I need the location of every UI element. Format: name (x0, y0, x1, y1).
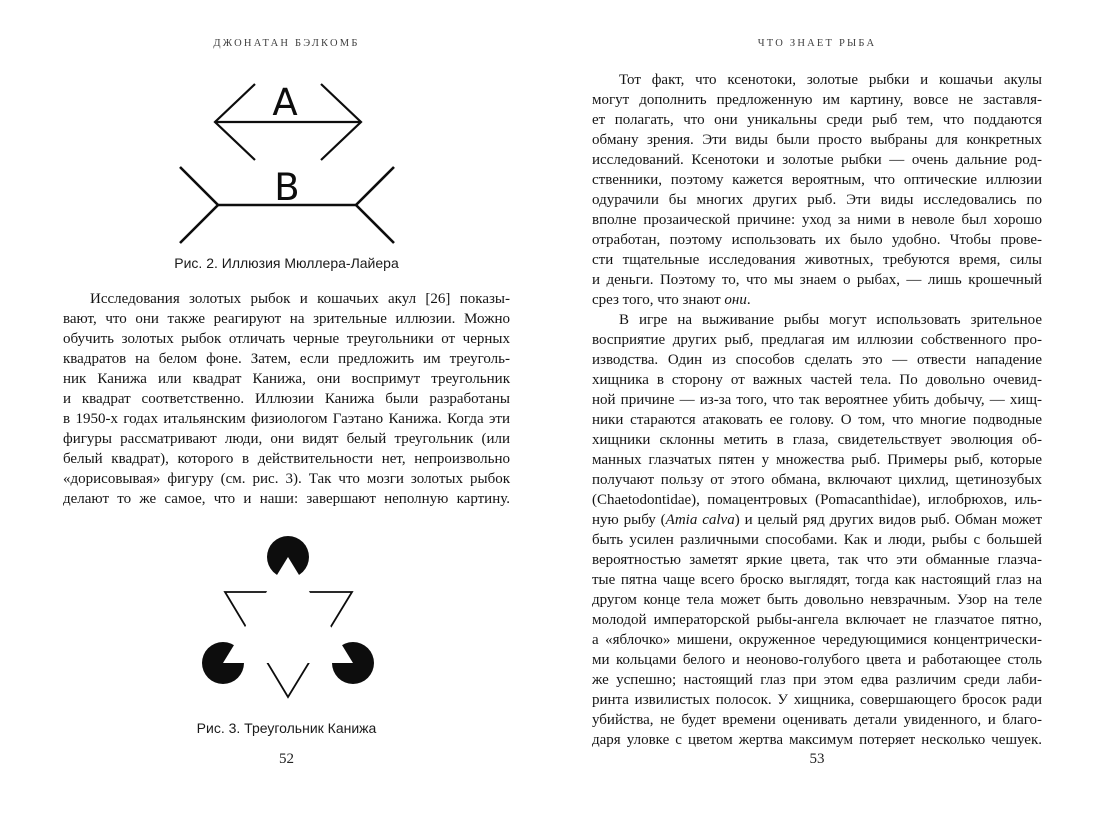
text-line: тые пятна чаще всего броско выглядят, тогда как настоящий глаз на (592, 572, 1042, 588)
text-line: хищника в сторону от важных частей тела. По довольно очевид- (592, 372, 1042, 388)
text-line: молодой императорской рыбы-ангела включает не глазчатое пятно, (592, 612, 1042, 628)
paragraph (63, 289, 510, 509)
text-line: одурачили бы многих других рыб. Эти виды исследовались по (592, 192, 1042, 208)
text-line: а «яблочко» мишени, окруженное чередующимися концентрически- (592, 632, 1042, 648)
text-line: исследований. Ксенотоки и золотые рыбки — очень дальние род- (592, 152, 1042, 168)
text-line: (Chaetodontidae), помацентровых (Pomacanthidae), иглобрюхов, иль- (592, 492, 1042, 508)
text-line: и деньги. Поэтому то, что мы знаем о рыбах, — лишь крошечный (592, 272, 1042, 288)
text-line: сти тщательные исследования животных, требуются время, силы (592, 252, 1042, 268)
text-line: обману зрения. Эти виды были просто выбраны для конкретных (592, 132, 1042, 148)
text-line: ную рыбу (Amia calva) и целый ряд других видов рыб. Обман может (592, 512, 1042, 528)
text-line: вполне прозаической причине: уход за ними в неволе был хорошо (592, 212, 1042, 228)
running-head-title: ЧТО ЗНАЕТ РЫБА (757, 38, 877, 49)
right-page-text (592, 70, 1042, 750)
text-line: В игре на выживание рыбы могут использовать зрительное (619, 312, 1042, 328)
text-line: хищники склонны метить в глаза, свидетельствует эволюция об- (592, 432, 1042, 448)
label-a: A (271, 81, 298, 124)
text-line: делают то же самое, что и наши: завершают неполную картину. (63, 491, 510, 507)
kanizsa-triangle-figure (200, 533, 374, 703)
left-page-column (63, 70, 510, 737)
text-line: в 1950-х годах итальянским физиологом Гаэтано Канижа. Когда эти (63, 411, 510, 427)
text-line: могут дополнить предложенную им картину, вовсе не заставля- (592, 92, 1042, 108)
text-line: убийства, не будет времени оценивать детали увиденного, и благо- (592, 712, 1042, 728)
text-line: срез того, что знают они. (592, 292, 751, 308)
label-b: B (273, 166, 300, 209)
text-line: и квадрат соответственно. Иллюзии Канижа были разработаны (63, 391, 510, 407)
fins-left-b (180, 167, 218, 243)
text-line: фигуры рассматривают люди, они видят белый треугольник (или (63, 431, 510, 447)
text-line: Исследования золотых рыбок и кошачьих акул [26] показы- (90, 291, 510, 307)
text-line: быть усилен различными способами. Как и люди, рыбы с большей (592, 532, 1042, 548)
text-line: ет полагать, что они уникальны среди рыб тем, что поддаются (592, 112, 1042, 128)
text-line: Тот факт, что ксенотоки, золотые рыбки и кошачьи акулы (619, 72, 1042, 88)
text-line: вают, что они также реагируют на зрительные иллюзии. Можно (63, 311, 510, 327)
text-line: получают пользу от этого обмана, включают цихлид, щетинозубых (592, 472, 1042, 488)
text-line: же успешно; настоящий глаз при этом едва различим среди лаби- (592, 672, 1042, 688)
text-line: другом конце тела может быть довольно невзрачным. Узор на теле (592, 592, 1042, 608)
text-line: ми кольцами белого и неоново-голубого цвета и работающее столь (592, 652, 1042, 668)
running-head-author: ДЖОНАТАН БЭЛКОМБ (213, 38, 360, 49)
text-line: вероятностью заметят яркие цвета, так что эти обманные глазча- (592, 552, 1042, 568)
text-line: ник Канижа или квадрат Канижа, они воспримут треугольник (63, 371, 510, 387)
text-line: восприятие других рыб, предлагая им иллюзии собственного про- (592, 332, 1042, 348)
page-number-right: 53 (809, 751, 825, 767)
text-line: «дорисовывая» фигуру (см. рис. 3). Так что мозги золотых рыбок (63, 471, 510, 487)
text-line: манных глазчатых пятен у множества рыб. Примеры рыб, которые (592, 452, 1042, 468)
paragraph (592, 70, 1042, 310)
text-line: белый квадрат), которого в действительности нет, непроизвольно (63, 451, 510, 467)
fins-right-b (356, 167, 394, 243)
page-number-left: 52 (279, 751, 294, 767)
text-line: обучить золотых рыбок отличать черные треугольники от черных (63, 331, 510, 347)
illusory-triangle (223, 557, 353, 663)
text-line: ники стараются атаковать ее голову. О том, что многие подводные (592, 412, 1042, 428)
right-page-column (592, 70, 1042, 750)
text-line: даря уловке с цветом жертва максимум потеряет несколько чешуек. (592, 732, 1042, 748)
paragraph (592, 310, 1042, 750)
text-line: ринта извилистых полосок. У хищника, совершающего бросок ради (592, 692, 1042, 708)
text-line: ной причине — из-за того, что так вероятнее убить добычу, — хищ- (592, 392, 1042, 408)
figure3-caption: Рис. 3. Треугольник Канижа (196, 720, 377, 736)
text-line: ственники, поэтому кажется вероятным, что оптические иллюзии (592, 172, 1042, 188)
text-line: изводства. Один из способов сделать это — отвести нападение (592, 352, 1042, 368)
text-line: квадратов на белом фоне. Затем, если предложить им треуголь- (63, 351, 510, 367)
figure2-caption: Рис. 2. Иллюзия Мюллера-Лайера (174, 255, 399, 271)
left-page-text (63, 289, 510, 509)
text-line: отработан, поэтому использовать их было удобно. Чтобы прове- (592, 232, 1042, 248)
muller-lyer-figure (176, 78, 398, 248)
